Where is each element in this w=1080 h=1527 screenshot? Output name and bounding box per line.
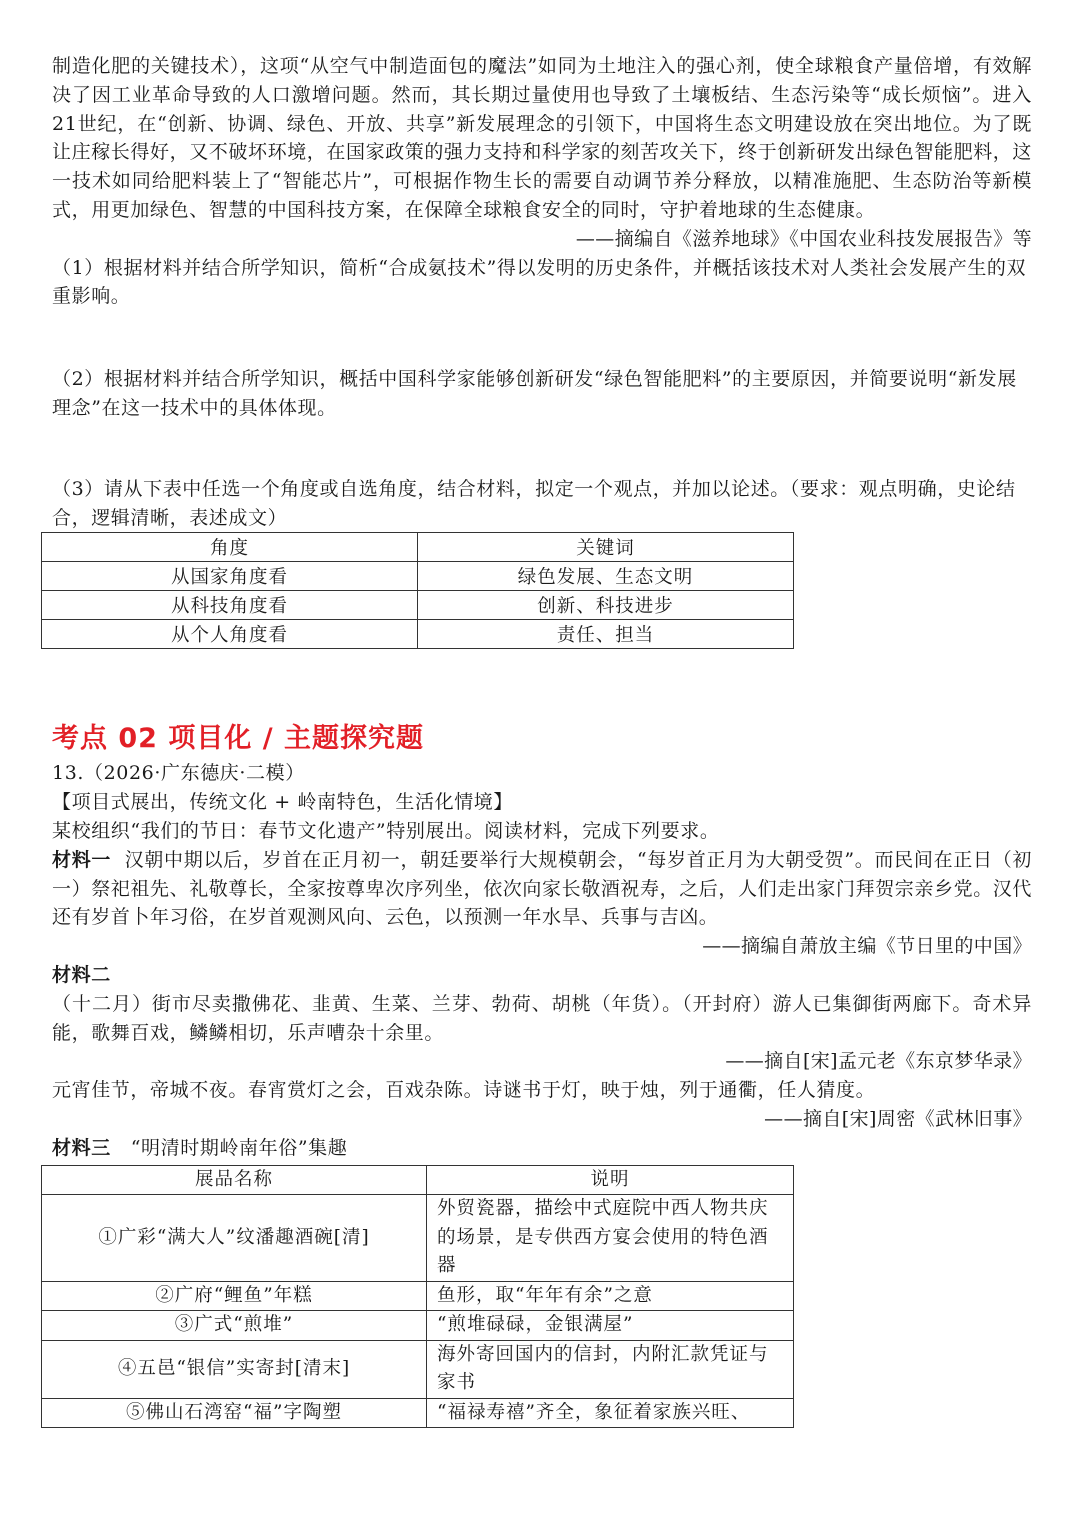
- table-row: [42, 562, 794, 591]
- document-page: [52, 52, 1032, 1428]
- exhibit-name-cell: ①广彩“满大人”纹潘趣酒碗[清]: [42, 1195, 427, 1282]
- exhibit-name-cell: ②广府“鲤鱼”年糕: [42, 1281, 427, 1311]
- table-row: [42, 1340, 794, 1398]
- exhibit-desc-cell: 外贸瓷器，描绘中式庭院中西人物共庆的场景，是专供西方宴会使用的特色酒器: [427, 1195, 794, 1282]
- material-1-label: 材料一: [52, 848, 112, 871]
- exhibit-desc-cell: “福禄寿禧”齐全，象征着家族兴旺、: [427, 1398, 794, 1428]
- material-2-source-b: ——摘自[宋]周密《武林旧事》: [764, 1107, 1032, 1130]
- table-row: [42, 591, 794, 620]
- header-description: 说明: [427, 1165, 794, 1195]
- table-row: [42, 1398, 794, 1428]
- keyword-cell: 绿色发展、生态文明: [418, 562, 794, 591]
- angle-cell: 从科技角度看: [42, 591, 418, 620]
- material-2-text-b: 元宵佳节，帝城不夜。春宵赏灯之会，百戏杂陈。诗谜书于灯，映于烛，列于通衢，任人猜度。: [52, 1079, 876, 1102]
- question-2: （2）根据材料并结合所学知识，概括中国科学家能够创新研发“绿色智能肥料”的主要原因，并简要说明“新发展理念”在这一技术中的具体体现。: [52, 368, 1017, 419]
- problem-tag: 【项目式展出，传统文化 + 岭南特色，生活化情境】: [52, 791, 514, 814]
- exhibit-name-cell: ③广式“煎堆”: [42, 1311, 427, 1341]
- material-2-source-a: ——摘自[宋]孟元老《东京梦华录》: [725, 1050, 1032, 1073]
- exhibit-name-cell: ④五邑“银信”实寄封[清末]: [42, 1340, 427, 1398]
- material-2-label: 材料二: [52, 963, 111, 986]
- problem-number: 13.（2026·广东德庆·二模）: [52, 762, 305, 785]
- question-3: （3）请从下表中任选一个角度或自选角度，结合材料，拟定一个观点，并加以论述。（要求：观点明确，史论结合，逻辑清晰，表述成文）: [52, 477, 1016, 529]
- intro-paragraph: 制造化肥的关键技术），这项“从空气中制造面包的魔法”如同为土地注入的强心剂，使全球粮食产量倍增，有效解决了因工业革命导致的人口激增问题。然而，其长期过量使用也导致了土壤板结、生态污染等“成长烦恼”。进入21世纪，在“创新、协调、绿色、开放、共享”新发展理念的引领下，中国将生态文明建设放在突出地位。为了既让庄稼长得好，又不破坏环境，在国家政策的强力支持和科学家的刻苦攻关下，终于创新研发出绿色智能肥料，这一技术如同给肥料装上了“智能芯片”，可根据作物生长的需要自动调节养分释放，以精准施肥、生态防治等新模式，用更加绿色、智慧的中国科技方案，在保障全球粮食安全的同时，守护着地球的生态健康。: [52, 55, 1033, 221]
- table-row: [42, 1311, 794, 1341]
- angle-table: [41, 532, 794, 649]
- material-3-title: “明清时期岭南年俗”集趣: [130, 1136, 348, 1159]
- material-3-label: 材料三: [52, 1136, 111, 1159]
- problem-intro: 某校组织“我们的节日：春节文化遗产”特别展出。阅读材料，完成下列要求。: [52, 819, 720, 842]
- exhibit-desc-cell: 海外寄回国内的信封，内附汇款凭证与家书: [427, 1340, 794, 1398]
- question-1: （1）根据材料并结合所学知识，简析“合成氨技术”得以发明的历史条件，并概括该技术对人类社会发展产生的双重影响。: [52, 256, 1027, 308]
- keyword-cell: 创新、科技进步: [418, 591, 794, 620]
- table-row: [42, 1195, 794, 1282]
- angle-cell: 从国家角度看: [42, 562, 418, 591]
- exhibit-desc-cell: “煎堆碌碌，金银满屋”: [427, 1311, 794, 1341]
- section-title: 考点 02 项目化 / 主题探究题: [52, 723, 425, 755]
- table-row: [42, 620, 794, 649]
- table-row: [42, 1281, 794, 1311]
- angle-cell: 从个人角度看: [42, 620, 418, 649]
- header-exhibit-name: 展品名称: [42, 1165, 427, 1195]
- header-angle: 角度: [42, 533, 418, 562]
- exhibit-table-header: [42, 1165, 794, 1195]
- material-1: [52, 846, 1032, 932]
- intro-source: ——摘编自《滋养地球》《中国农业科技发展报告》等: [575, 227, 1032, 250]
- material-1-source: ——摘编自萧放主编《节日里的中国》: [702, 935, 1032, 958]
- material-3-heading: [52, 1134, 1032, 1163]
- material-2-text-a: （十二月）街市尽卖撒佛花、韭黄、生菜、兰芽、勃荷、胡桃（年货）。（开封府）游人已集御街两廊下。奇术异能，歌舞百戏，鳞鳞相切，乐声嘈杂十余里。: [52, 992, 1032, 1044]
- exhibit-name-cell: ⑤佛山石湾窑“福”字陶塑: [42, 1398, 427, 1428]
- exhibit-desc-cell: 鱼形，取“年年有余”之意: [427, 1281, 794, 1311]
- exhibit-table: [41, 1165, 794, 1429]
- keyword-cell: 责任、担当: [418, 620, 794, 649]
- header-keywords: 关键词: [418, 533, 794, 562]
- material-1-text: 汉朝中期以后，岁首在正月初一，朝廷要举行大规模朝会，“每岁首正月为大朝受贺”。而民间在正日（初一）祭祀祖先、礼敬尊长，全家按尊卑次序列坐，依次向家长敬酒祝寿，之后，人们走出家门拜贺宗亲乡党。汉代还有岁首卜年习俗，在岁首观测风向、云色，以预测一年水旱、兵事与吉凶。: [52, 848, 1033, 929]
- angle-table-header: [42, 533, 794, 562]
